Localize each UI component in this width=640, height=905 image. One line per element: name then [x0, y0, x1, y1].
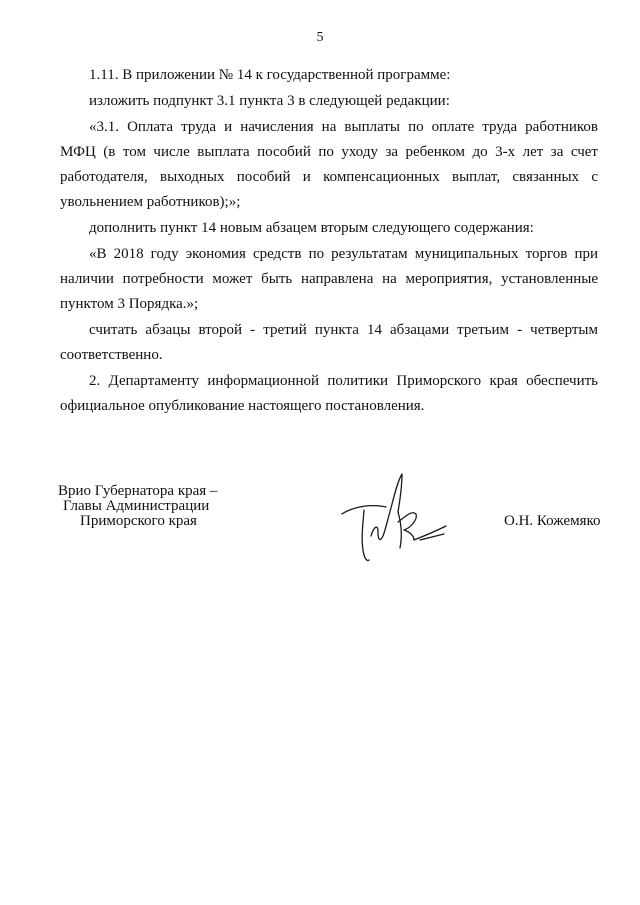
signer-name: О.Н. Кожемяко: [504, 513, 601, 529]
item-1-11-heading: 1.11. В приложении № 14 к государственной программе:: [89, 67, 451, 83]
signer-position-line: Главы Администрации: [63, 498, 210, 514]
text-line: официальное опубликование настоящего постановления.: [60, 398, 425, 414]
quote-line: МФЦ (в том числе выплата пособий по уходу за ребенком до 3-х лет за счет: [60, 144, 598, 160]
text-line: 2. Департаменту информационной политики Приморского края обеспечить: [89, 373, 598, 389]
instruction-add-paragraph: дополнить пункт 14 новым абзацем вторым следующего содержания:: [89, 220, 534, 236]
text-line: считать абзацы второй - третий пункта 14 абзацами третьим - четвертым: [89, 322, 598, 338]
quote-line: «3.1. Оплата труда и начисления на выплаты по оплате труда работников: [89, 119, 598, 135]
quote-line: «В 2018 году экономия средств по результатам муниципальных торгов при: [89, 246, 598, 262]
signer-position-line: Врио Губернатора края –: [58, 483, 218, 499]
text-line: соответственно.: [60, 347, 163, 363]
quote-line: увольнением работников);»;: [60, 194, 241, 210]
quote-line: наличии потребности может быть направлена на мероприятия, установленные: [60, 271, 598, 287]
quote-line: пунктом 3 Порядка.»;: [60, 296, 199, 312]
signer-position-line: Приморского края: [80, 513, 197, 529]
handwritten-signature: [336, 466, 456, 576]
quote-line: работодателя, выходных пособий и компенсационных выплат, связанных с: [60, 169, 598, 185]
instruction-replace-subitem: изложить подпункт 3.1 пункта 3 в следующей редакции:: [89, 93, 450, 109]
page-number: 5: [316, 30, 324, 45]
